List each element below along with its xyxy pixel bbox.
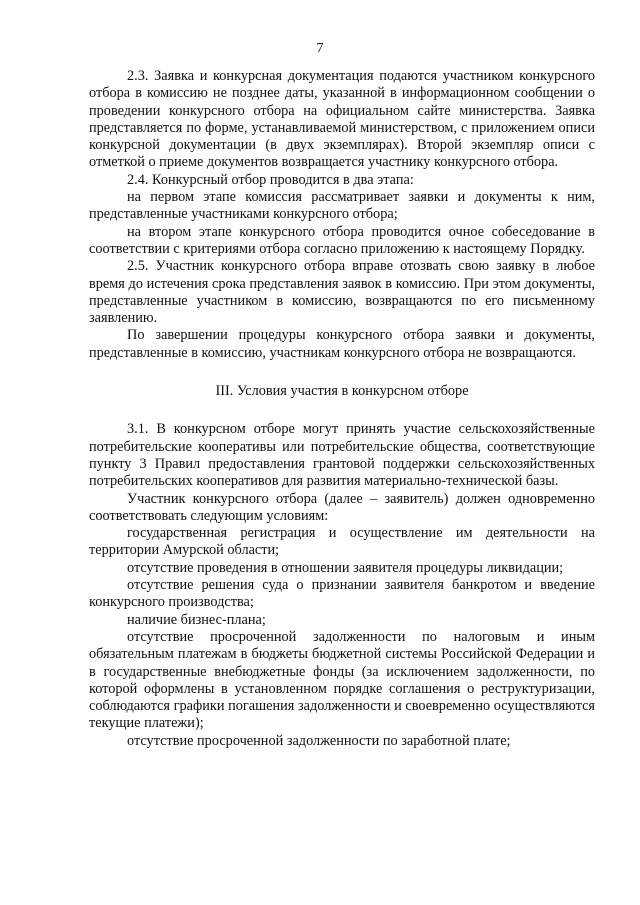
condition-registration: государственная регистрация и осуществление им деятельности на территории Амурской области;: [89, 525, 595, 559]
paragraph-stage-one: на первом этапе комиссия рассматривает заявки и документы к ним, представленные участниками конкурсного отбора;: [89, 189, 595, 223]
paragraph-2-5: 2.5. Участник конкурсного отбора вправе отозвать свою заявку в любое время до истечения срока представления заявок в комиссию. При этом документы, представленные участником в комиссию, возвращаются по его письменному заявлению.: [89, 258, 595, 327]
page-number: 7: [316, 41, 324, 56]
paragraph-2-4: 2.4. Конкурсный отбор проводится в два этапа:: [127, 171, 414, 188]
document-body: [89, 68, 595, 750]
condition-no-salary-debt: отсутствие просроченной задолженности по заработной плате;: [127, 732, 511, 749]
section-heading: III. Условия участия в конкурсном отборе: [215, 383, 469, 400]
paragraph-2-3: 2.3. Заявка и конкурсная документация подаются участником конкурсного отбора в комиссию не позднее даты, указанной в информационном сообщении о проведении конкурсного отбора на официальном сайте министерства. Заявка представляется по форме, устанавливаемой министерством, с приложением описи конкурсной документации (в двух экземплярах). Второй экземпляр описи с отметкой о приеме документов возвращается участнику конкурсного отбора.: [89, 68, 595, 171]
paragraph-participant-conditions: Участник конкурсного отбора (далее – заявитель) должен одновременно соответствовать следующим условиям:: [89, 490, 595, 524]
paragraph-stage-two: на втором этапе конкурсного отбора проводится очное собеседование в соответствии с критериями отбора согласно приложению к настоящему Порядку.: [89, 223, 595, 257]
condition-business-plan: наличие бизнес-плана;: [127, 611, 266, 628]
paragraph-documents-not-returned: По завершении процедуры конкурсного отбора заявки и документы, представленные в комиссию, участникам конкурсного отбора не возвращаются.: [89, 327, 595, 361]
condition-no-liquidation: отсутствие проведения в отношении заявителя процедуры ликвидации;: [127, 559, 564, 576]
paragraph-3-1: 3.1. В конкурсном отборе могут принять участие сельскохозяйственные потребительские кооперативы или потребительские общества, соответствующие пункту 3 Правил предоставления грантовой поддержки сельскохозяйственных потребительских кооперативов для развития материально-технической базы.: [89, 421, 595, 490]
condition-no-tax-debt: отсутствие просроченной задолженности по налоговым и иным обязательным платежам в бюджеты бюджетной системы Российской Федерации и в государственные внебюджетные фонды (за исключением задолженности, по которой оформлены в установленном порядке соглашения о реструктуризации, соблюдаются графики погашения задолженности и своевременно осуществляются текущие платежи);: [89, 628, 595, 732]
condition-no-bankruptcy: отсутствие решения суда о признании заявителя банкротом и введение конкурсного производства;: [89, 577, 595, 611]
